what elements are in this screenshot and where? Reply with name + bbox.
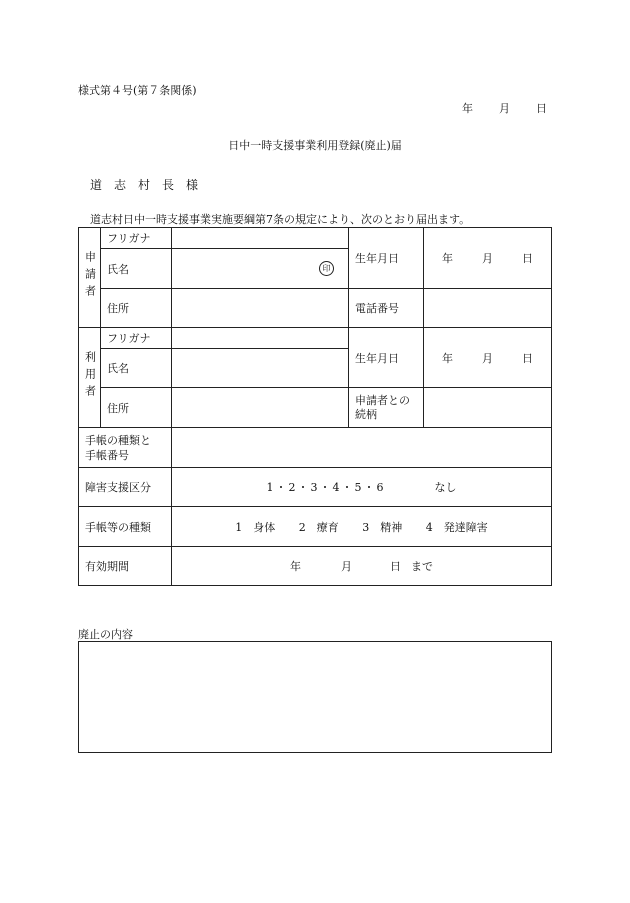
date-day-label: 日 bbox=[536, 102, 547, 115]
applicant-address-row bbox=[79, 289, 552, 328]
applicant-phone-field[interactable] bbox=[424, 289, 552, 328]
applicant-name-field[interactable] bbox=[172, 249, 349, 289]
user-name-label: 氏名 bbox=[101, 349, 172, 388]
user-relation-field[interactable] bbox=[424, 388, 552, 428]
user-furigana-row bbox=[79, 328, 552, 349]
applicant-section-label: 申請者 bbox=[79, 228, 101, 328]
user-relation-label: 申請者との 続柄 bbox=[349, 388, 424, 428]
handbook-type-option-3[interactable]: 3 精神 bbox=[362, 520, 403, 534]
user-birthdate-field[interactable]: 年 月 日 bbox=[424, 328, 552, 388]
support-category-label: 障害支援区分 bbox=[79, 468, 172, 507]
applicant-birthdate-label: 生年月日 bbox=[349, 228, 424, 289]
support-category-options[interactable]: 1・2・3・4・5・6 なし bbox=[172, 468, 552, 507]
document-title: 日中一時支援事業利用登録(廃止)届 bbox=[228, 139, 402, 152]
handbook-type-options[interactable] bbox=[172, 507, 552, 547]
addressee: 道 志 村 長 様 bbox=[90, 178, 199, 192]
user-section-label: 利用者 bbox=[79, 328, 101, 428]
handbook-type-option-2[interactable]: 2 療育 bbox=[298, 520, 339, 534]
validity-row bbox=[79, 547, 552, 586]
user-furigana-label: フリガナ bbox=[101, 328, 172, 349]
user-address-field[interactable] bbox=[172, 388, 349, 428]
abolition-label: 廃止の内容 bbox=[78, 628, 133, 641]
applicant-furigana-row bbox=[79, 228, 552, 249]
applicant-birthdate-field[interactable]: 年 月 日 bbox=[424, 228, 552, 289]
handbook-type-option-1[interactable]: 1 身体 bbox=[235, 520, 276, 534]
handbook-field[interactable] bbox=[172, 428, 552, 468]
intro-text: 道志村日中一時支援事業実施要綱第7条の規定により、次のとおり届出ます。 bbox=[90, 213, 471, 226]
abolition-content-box[interactable] bbox=[78, 641, 552, 753]
applicant-address-field[interactable] bbox=[172, 289, 349, 328]
applicant-furigana-field[interactable] bbox=[172, 228, 349, 249]
handbook-type-option-4[interactable]: 4 発達障害 bbox=[425, 520, 488, 534]
date-year-label: 年 bbox=[462, 102, 473, 115]
user-address-row bbox=[79, 388, 552, 428]
applicant-furigana-label: フリガナ bbox=[101, 228, 172, 249]
user-address-label: 住所 bbox=[101, 388, 172, 428]
registration-form-table bbox=[78, 227, 552, 586]
handbook-row bbox=[79, 428, 552, 468]
form-number: 様式第４号(第７条関係) bbox=[78, 84, 197, 97]
support-category-row bbox=[79, 468, 552, 507]
date-month-label: 月 bbox=[499, 102, 510, 115]
handbook-label: 手帳の種類と 手帳番号 bbox=[79, 428, 172, 468]
user-birthdate-label: 生年月日 bbox=[349, 328, 424, 388]
seal-icon: 印 bbox=[319, 261, 334, 276]
handbook-type-row bbox=[79, 507, 552, 547]
user-furigana-field[interactable] bbox=[172, 328, 349, 349]
validity-field[interactable]: 年 月 日 まで bbox=[172, 547, 552, 586]
applicant-address-label: 住所 bbox=[101, 289, 172, 328]
user-name-field[interactable] bbox=[172, 349, 349, 388]
applicant-name-label: 氏名 bbox=[101, 249, 172, 289]
validity-label: 有効期間 bbox=[79, 547, 172, 586]
handbook-type-label: 手帳等の種類 bbox=[79, 507, 172, 547]
applicant-phone-label: 電話番号 bbox=[349, 289, 424, 328]
